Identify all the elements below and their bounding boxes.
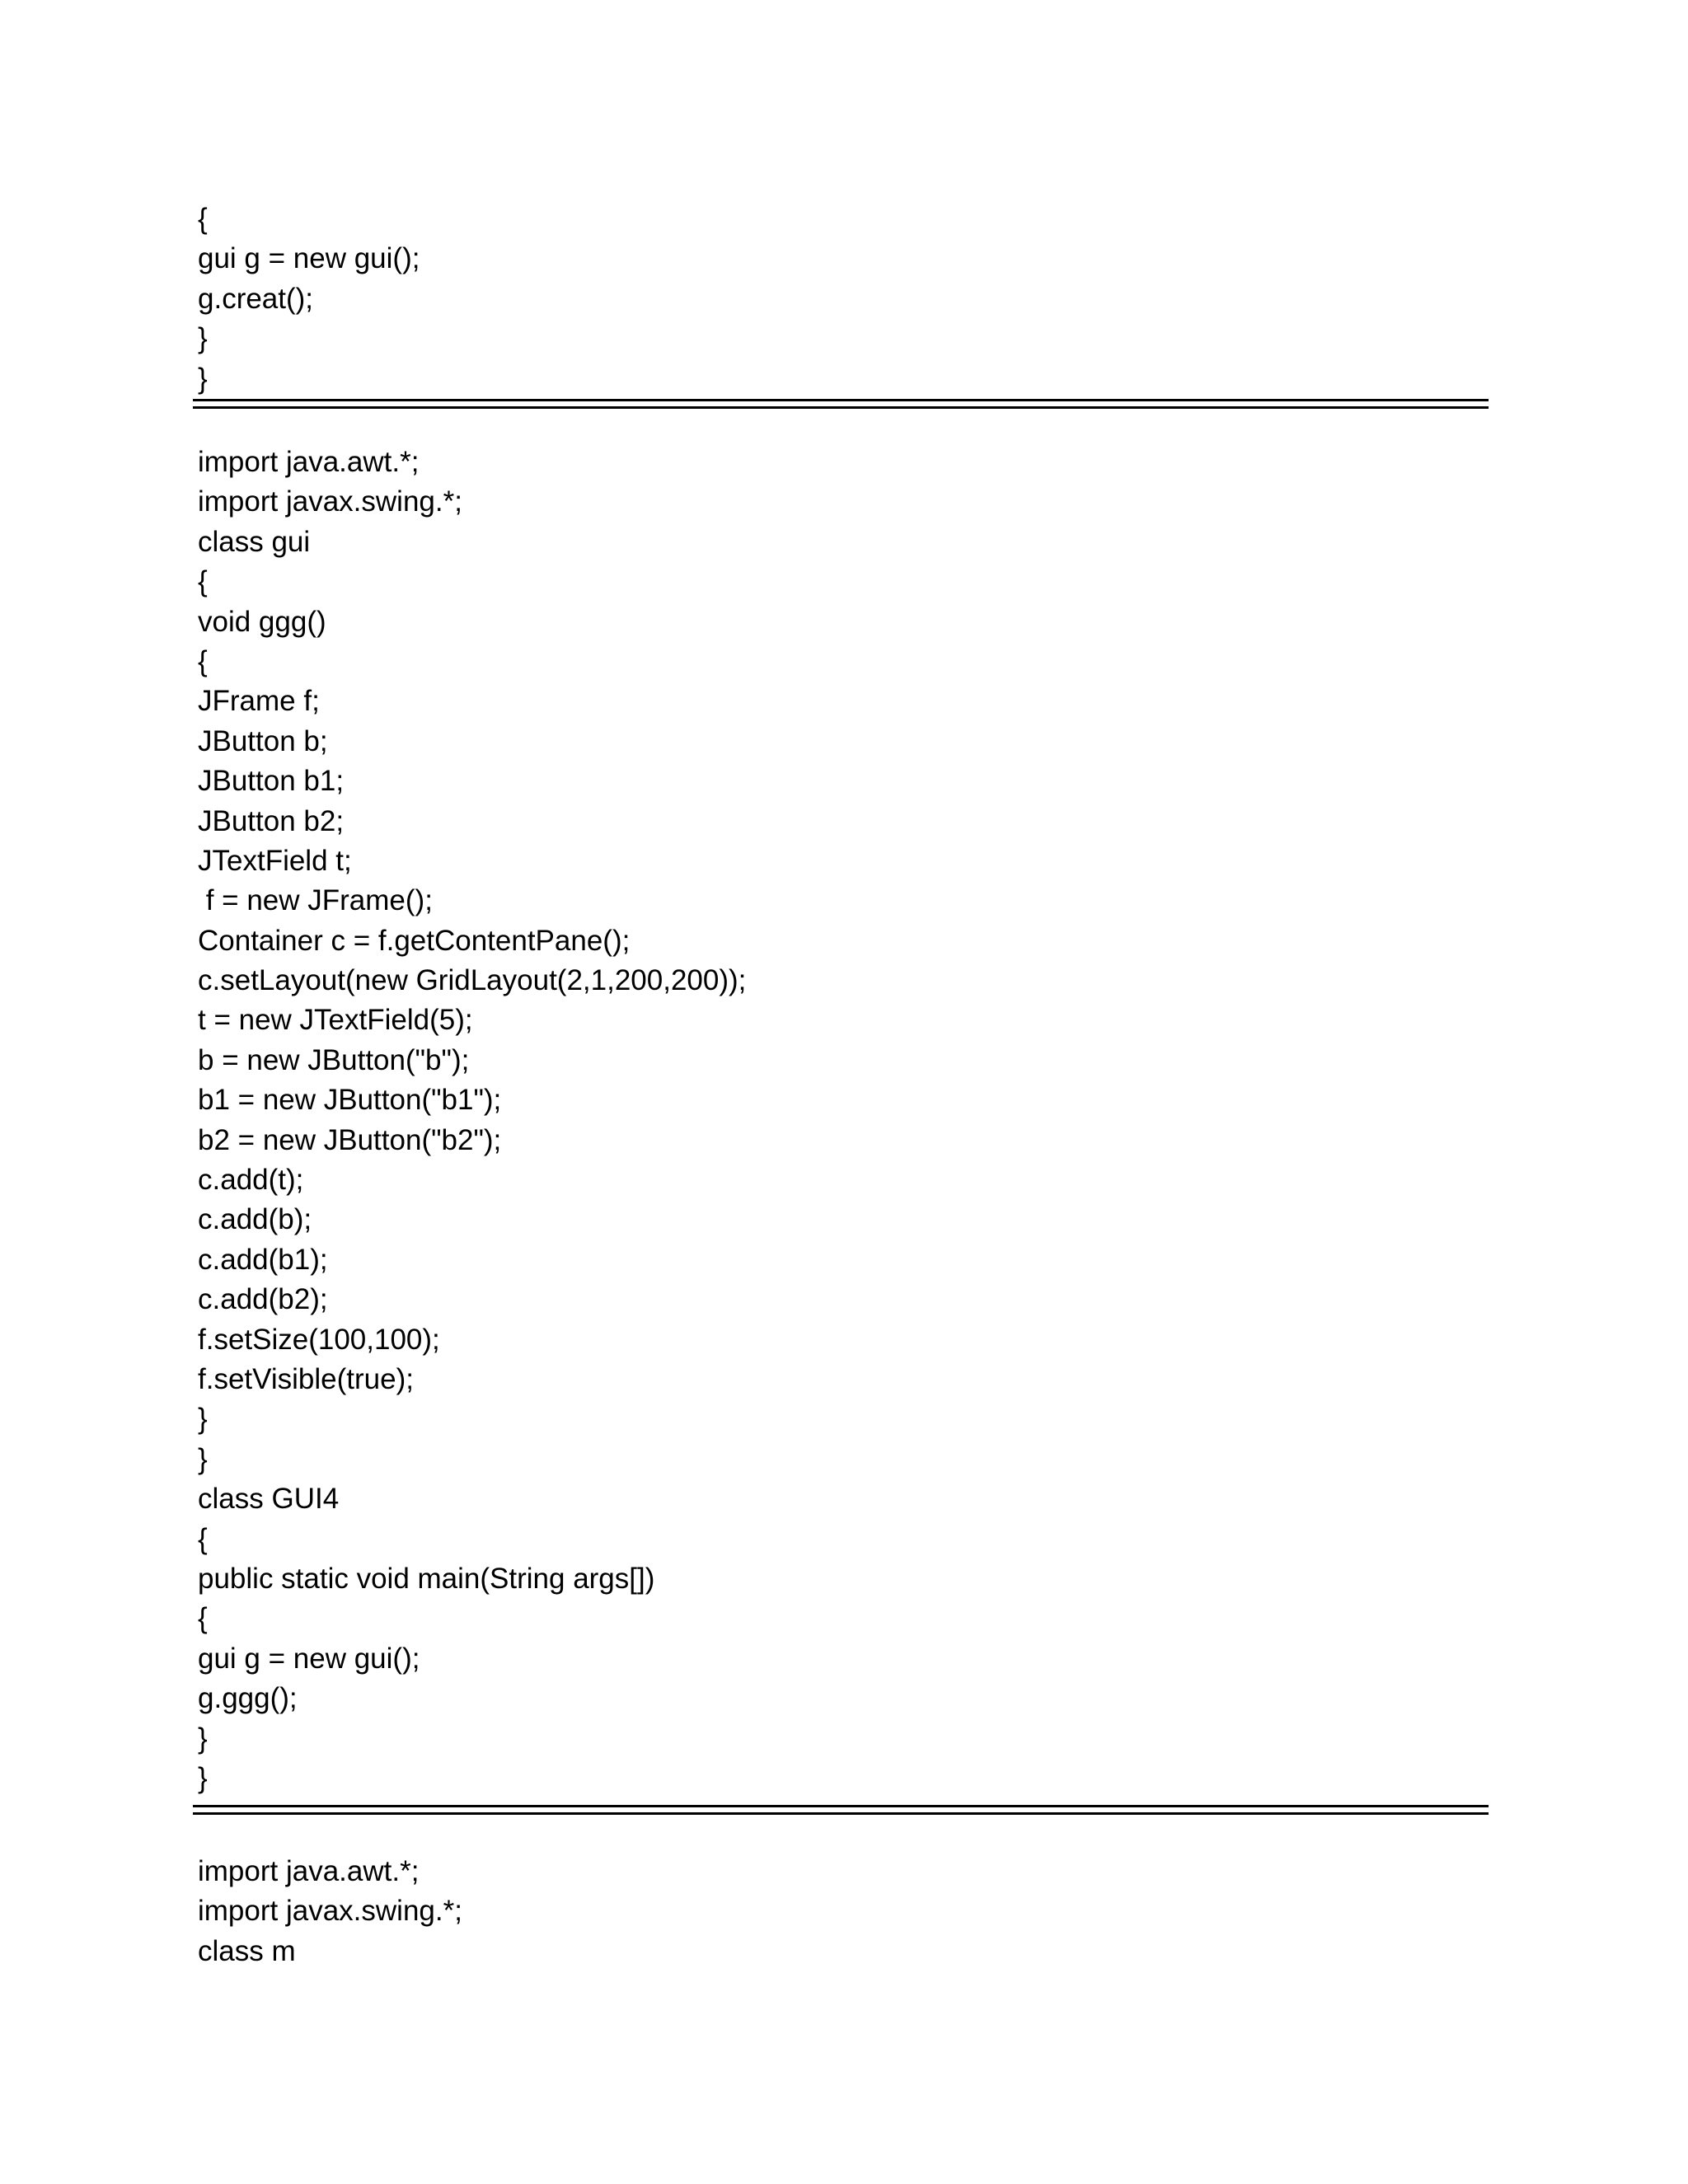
code-block-2 <box>198 443 1484 1798</box>
code-line: } <box>198 1761 208 1794</box>
code-line: JButton b1; <box>198 765 345 798</box>
code-line: g.ggg(); <box>198 1682 298 1715</box>
code-line: } <box>198 322 208 355</box>
code-line: f.setSize(100,100); <box>198 1323 440 1356</box>
code-line: f.setVisible(true); <box>198 1362 414 1395</box>
code-line: JButton b; <box>198 724 328 757</box>
code-line: } <box>198 1403 208 1436</box>
code-line: import java.awt.*; <box>198 446 420 478</box>
code-line: class GUI4 <box>198 1483 340 1516</box>
code-line: class gui <box>198 525 311 558</box>
code-line: } <box>198 1442 208 1475</box>
code-line: JTextField t; <box>198 844 352 877</box>
code-line: { <box>198 565 208 598</box>
section-divider <box>193 399 1489 409</box>
code-line: c.add(b2); <box>198 1283 328 1316</box>
code-line: t = new JTextField(5); <box>198 1004 473 1037</box>
code-line: { <box>198 1602 208 1635</box>
code-line: g.creat(); <box>198 282 314 315</box>
code-line: { <box>198 644 208 677</box>
code-line: import javax.swing.*; <box>198 485 462 518</box>
code-line: b2 = new JButton("b2"); <box>198 1123 502 1156</box>
code-line: Container c = f.getContentPane(); <box>198 924 631 957</box>
code-line: public static void main(String args[]) <box>198 1562 655 1595</box>
code-block-1 <box>198 199 1484 399</box>
code-line: } <box>198 1722 208 1755</box>
code-line: import javax.swing.*; <box>198 1895 462 1928</box>
code-line: f = new JFrame(); <box>198 884 433 917</box>
code-line: { <box>198 1522 208 1555</box>
code-line: JFrame f; <box>198 685 320 718</box>
code-line: void ggg() <box>198 605 326 638</box>
code-line: c.add(t); <box>198 1164 304 1197</box>
code-line: b = new JButton("b"); <box>198 1043 470 1076</box>
code-block-3 <box>198 1852 1484 1971</box>
code-line: class m <box>198 1934 296 1967</box>
code-line: c.add(b); <box>198 1203 312 1236</box>
code-line: JButton b2; <box>198 804 345 837</box>
code-line: gui g = new gui(); <box>198 1642 420 1675</box>
code-line: gui g = new gui(); <box>198 242 420 275</box>
section-divider <box>193 1805 1489 1815</box>
code-line: b1 = new JButton("b1"); <box>198 1084 502 1117</box>
code-line: { <box>198 203 208 235</box>
code-line: import java.awt.*; <box>198 1855 420 1887</box>
code-line: c.add(b1); <box>198 1243 328 1276</box>
code-line: } <box>198 362 208 395</box>
code-line: c.setLayout(new GridLayout(2,1,200,200)); <box>198 964 747 997</box>
